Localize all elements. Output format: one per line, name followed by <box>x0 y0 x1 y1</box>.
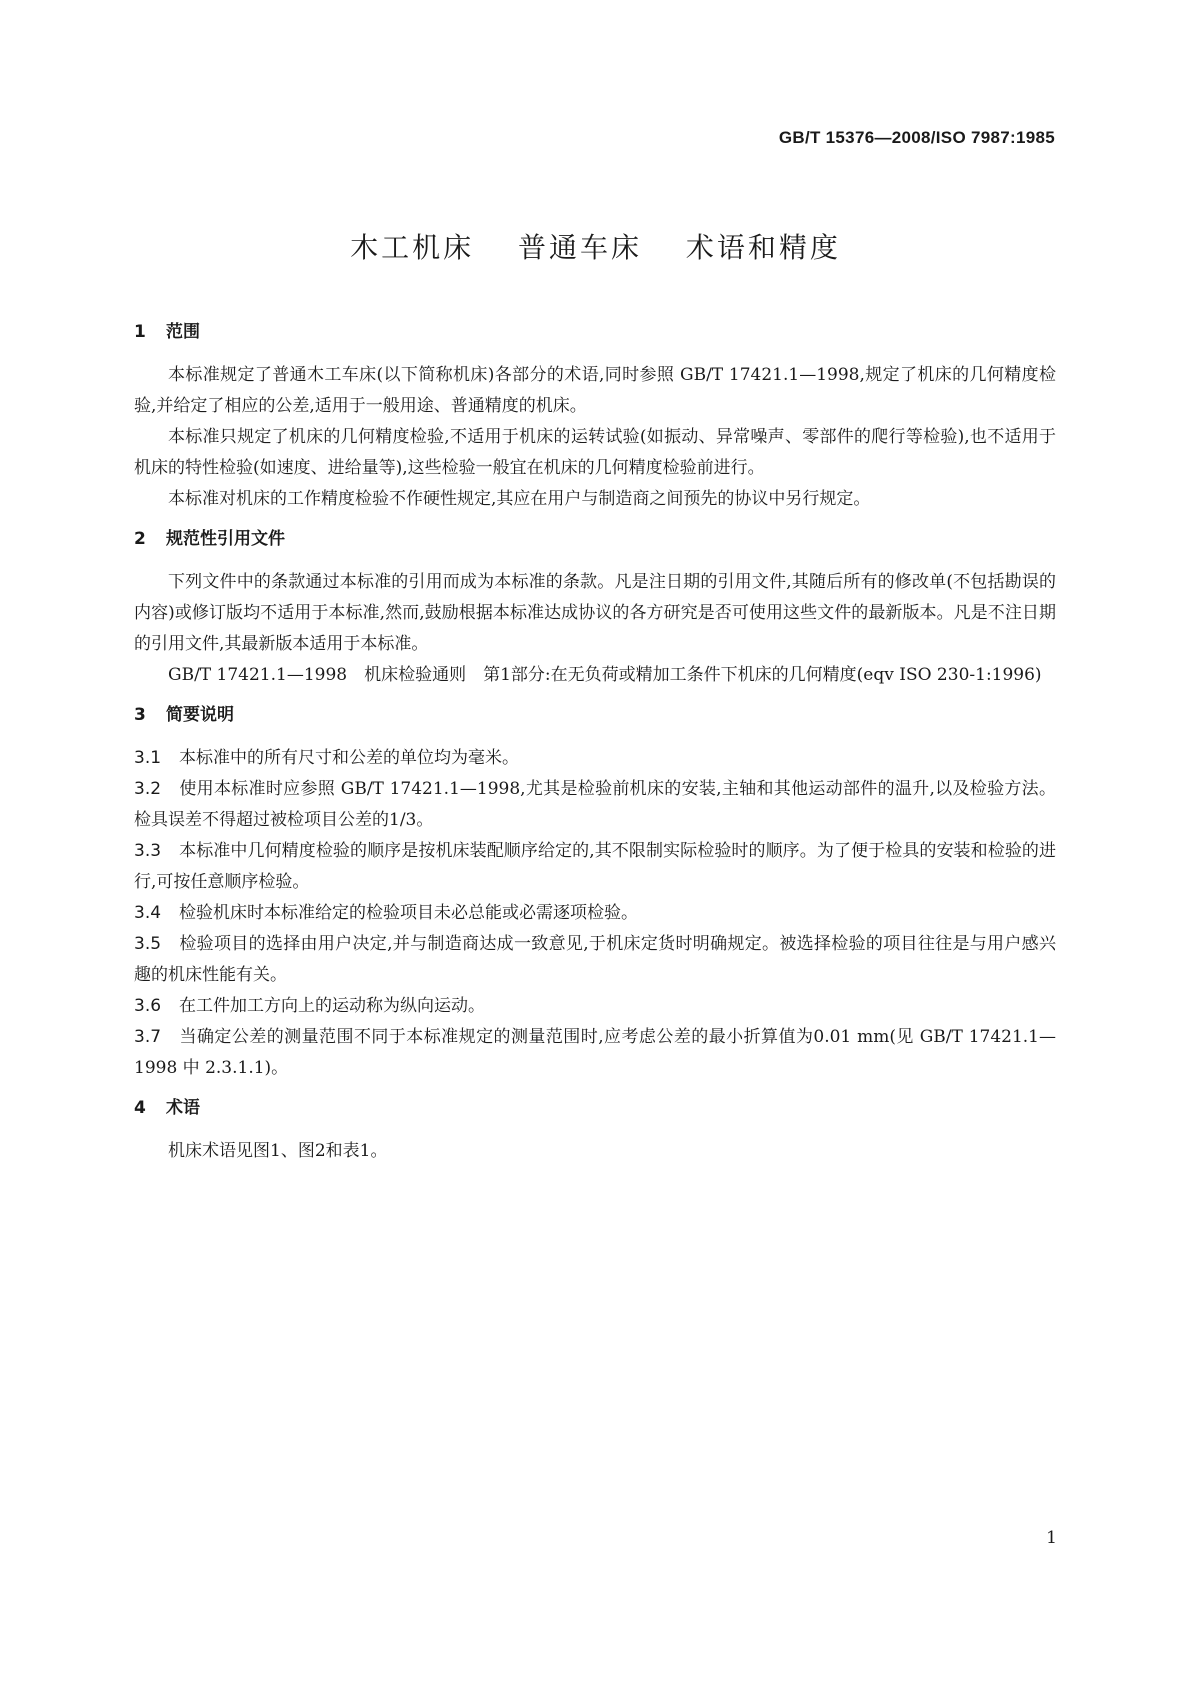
section-number: 4 <box>134 1098 146 1118</box>
reference-entry: GB/T 17421.1—1998 机床检验通则 第1部分:在无负荷或精加工条件下机床的几何精度(eqv ISO 230-1:1996) <box>168 665 1042 685</box>
clause-number: 3.3 <box>134 841 162 861</box>
clause-number: 3.2 <box>134 779 162 799</box>
section-heading-normative-references <box>134 525 1056 567</box>
clause-number: 3.1 <box>134 748 162 768</box>
paragraph: 下列文件中的条款通过本标准的引用而成为本标准的条款。凡是注日期的引用文件,其随后所有的修改单(不包括勘误的内容)或修订版均不适用于本标准,然而,鼓励根据本标准达成协议的各方研究是否可使用这些文件的最新版本。凡是不注日期的引用文件,其最新版本适用于本标准。 <box>134 572 1056 654</box>
section-number: 2 <box>134 529 146 549</box>
clause-item <box>134 836 1056 898</box>
title-part-2: 普通车床 <box>517 231 642 264</box>
section-title: 简要说明 <box>166 705 234 725</box>
section-title: 规范性引用文件 <box>166 529 285 549</box>
section-title: 术语 <box>166 1098 200 1118</box>
section-number: 3 <box>134 705 146 725</box>
clause-number: 3.5 <box>134 934 162 954</box>
section-heading-brief-notes <box>134 701 1056 743</box>
clause-number: 3.4 <box>134 903 162 923</box>
clause-text: 本标准中的所有尺寸和公差的单位均为毫米。 <box>179 748 520 768</box>
clause-item <box>134 774 1056 836</box>
clause-item <box>134 898 1056 929</box>
clause-item <box>134 1022 1056 1084</box>
document-body <box>134 318 1056 1167</box>
title-part-3: 术语和精度 <box>685 231 841 264</box>
section-heading-scope <box>134 318 1056 360</box>
section-number: 1 <box>134 322 146 342</box>
section-heading-terms <box>134 1094 1056 1136</box>
clause-text: 在工件加工方向上的运动称为纵向运动。 <box>179 996 486 1016</box>
section-title: 范围 <box>166 322 200 342</box>
clause-item <box>134 991 1056 1022</box>
clause-item <box>134 743 1056 774</box>
clause-text: 检验项目的选择由用户决定,并与制造商达成一致意见,于机床定货时明确规定。被选择检验的项目往往是与用户感兴趣的机床性能有关。 <box>134 934 1056 985</box>
clause-number: 3.7 <box>134 1027 162 1047</box>
document-title <box>0 226 1191 266</box>
paragraph: 本标准规定了普通木工车床(以下简称机床)各部分的术语,同时参照 GB/T 17421.1—1998,规定了机床的几何精度检验,并给定了相应的公差,适用于一般用途、普通精度的机床。 <box>134 365 1056 416</box>
page-number: 1 <box>1046 1528 1057 1548</box>
title-part-1: 木工机床 <box>350 231 475 264</box>
clause-number: 3.6 <box>134 996 162 1016</box>
standard-code: GB/T 15376—2008/ISO 7987:1985 <box>778 128 1055 147</box>
clause-text: 当确定公差的测量范围不同于本标准规定的测量范围时,应考虑公差的最小折算值为0.01 mm(见 GB/T 17421.1—1998 中 2.3.1.1)。 <box>134 1027 1056 1078</box>
paragraph: 本标准只规定了机床的几何精度检验,不适用于机床的运转试验(如振动、异常噪声、零部件的爬行等检验),也不适用于机床的特性检验(如速度、进给量等),这些检验一般宜在机床的几何精度检验前进行。 <box>134 427 1056 478</box>
clause-item <box>134 929 1056 991</box>
clause-text: 检验机床时本标准给定的检验项目未必总能或必需逐项检验。 <box>179 903 639 923</box>
paragraph: 本标准对机床的工作精度检验不作硬性规定,其应在用户与制造商之间预先的协议中另行规定。 <box>168 489 871 509</box>
clause-text: 本标准中几何精度检验的顺序是按机床装配顺序给定的,其不限制实际检验时的顺序。为了便于检具的安装和检验的进行,可按任意顺序检验。 <box>134 841 1056 892</box>
clause-text: 使用本标准时应参照 GB/T 17421.1—1998,尤其是检验前机床的安装,主轴和其他运动部件的温升,以及检验方法。检具误差不得超过被检项目公差的1/3。 <box>134 779 1056 830</box>
paragraph: 机床术语见图1、图2和表1。 <box>168 1141 388 1161</box>
